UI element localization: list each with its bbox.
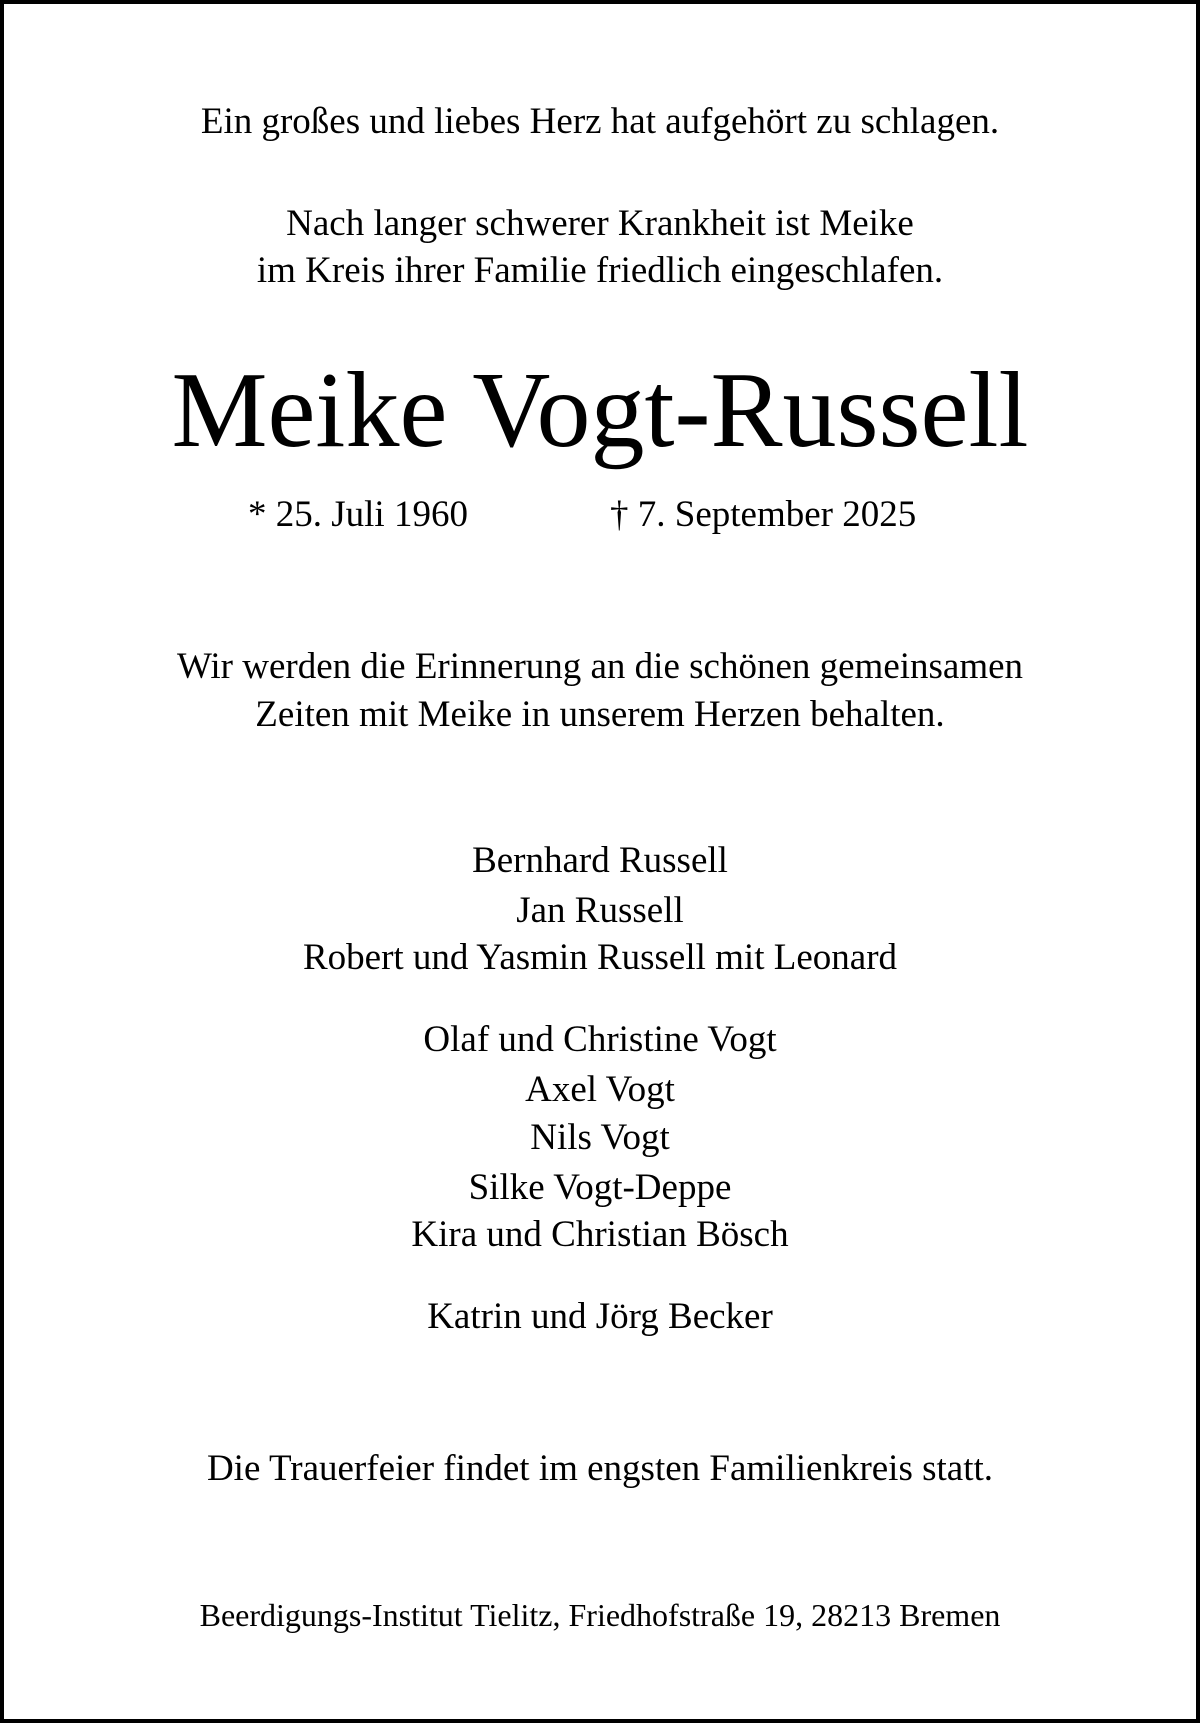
- deceased-name: Meike Vogt-Russell: [171, 351, 1029, 470]
- funeral-home: Beerdigungs-Institut Tielitz, Friedhofstraße 19, 28213 Bremen: [199, 1597, 1001, 1633]
- memory-line-2: Zeiten mit Meike in unserem Herzen behalten.: [255, 694, 945, 735]
- mourner-name: Katrin und Jörg Becker: [427, 1296, 773, 1337]
- mourner-name: Silke Vogt-Deppe: [468, 1167, 732, 1208]
- mourner-name: Jan Russell: [516, 890, 684, 931]
- mourner-name: Robert und Yasmin Russell mit Leonard: [302, 937, 898, 978]
- mourner-name: Nils Vogt: [530, 1117, 670, 1158]
- mourner-name: Olaf und Christine Vogt: [423, 1019, 777, 1060]
- message-line-1: Nach langer schwerer Krankheit ist Meike: [286, 203, 914, 244]
- memory-line-1: Wir werden die Erinnerung an die schönen gemeinsamen: [176, 646, 1024, 687]
- service-info: Die Trauerfeier findet im engsten Familienkreis statt.: [206, 1448, 994, 1489]
- message-line-2: im Kreis ihrer Familie friedlich eingeschlafen.: [256, 250, 944, 291]
- mourner-name: Kira und Christian Bösch: [411, 1214, 789, 1255]
- death-date: † 7. September 2025: [610, 494, 917, 535]
- birth-date: * 25. Juli 1960: [248, 494, 468, 535]
- intro-text: Ein großes und liebes Herz hat aufgehört zu schlagen.: [200, 101, 1000, 142]
- mourner-name: Axel Vogt: [525, 1069, 675, 1110]
- mourner-name: Bernhard Russell: [472, 840, 728, 881]
